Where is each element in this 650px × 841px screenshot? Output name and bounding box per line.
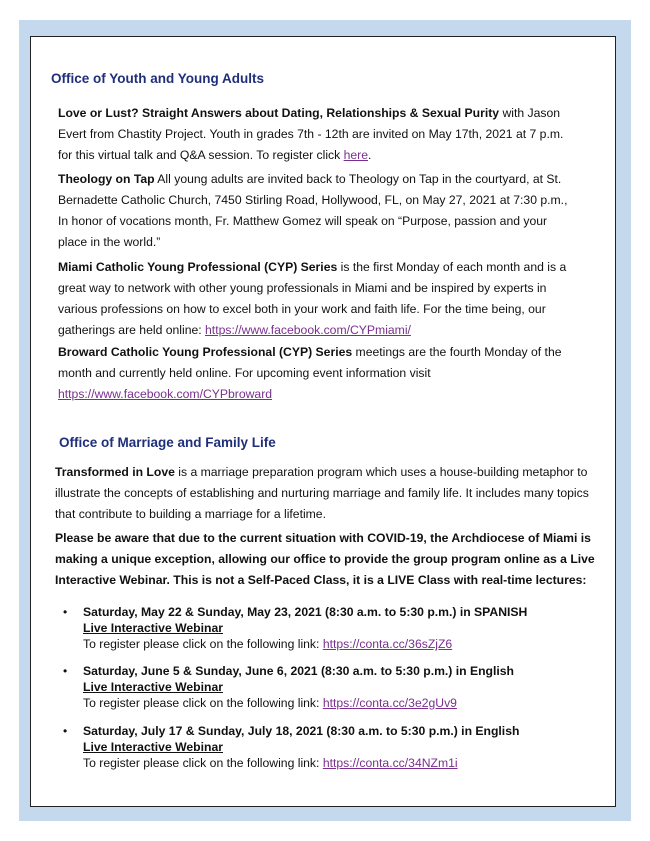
broward-cyp-title: Broward Catholic Young Professional (CYP) Series (58, 345, 353, 359)
theology-on-tap-title: Theology on Tap (58, 172, 155, 186)
session-type: Live Interactive Webinar (83, 740, 223, 754)
chastity-talk-title: Love or Lust? Straight Answers about Dating, Relationships & Sexual Purity (58, 106, 500, 120)
bullet-icon: • (63, 664, 68, 678)
session-date: Saturday, June 5 & Sunday, June 6, 2021 (8:30 a.m. to 5:30 p.m.) in English (83, 664, 514, 678)
session-item-2 (63, 663, 603, 711)
session-2-link[interactable]: https://conta.cc/3e2gUv9 (322, 696, 457, 710)
cyp-broward-link[interactable]: https://www.facebook.com/CYPbroward (58, 387, 273, 401)
session-1-link[interactable]: https://conta.cc/36sZjZ6 (322, 637, 453, 651)
session-type: Live Interactive Webinar (83, 680, 223, 694)
transformed-in-love-paragraph: Transformed in Love is a marriage preparation program which uses a house-building metaphor to illustrate the concepts of establishing and nurturing marriage and family life. It includes many topics that contribute to building a marriage for a lifetime. (55, 465, 589, 521)
session-3-link[interactable]: https://conta.cc/34NZm1i (322, 756, 458, 770)
covid-notice-paragraph: Please be aware that due to the current situation with COVID-19, the Archdiocese of Miami is making a unique exception, allowing our office to provide the group program online as a Live Interactive Webinar. This is not a Self-Paced Class, it is a LIVE Class with real-time lectures: (55, 531, 595, 587)
session-item-1 (63, 604, 603, 652)
cyp-miami-link[interactable]: https://www.facebook.com/CYPmiami/ (205, 323, 411, 337)
transformed-in-love-title: Transformed in Love (55, 465, 175, 479)
session-item-3 (63, 723, 603, 771)
marriage-heading: Office of Marriage and Family Life (59, 435, 276, 450)
youth-heading: Office of Youth and Young Adults (51, 71, 264, 86)
miami-cyp-title: Miami Catholic Young Professional (CYP) Series (58, 260, 338, 274)
session-register: To register please click on the following link: https://conta.cc/34NZm1i (83, 756, 458, 770)
session-date: Saturday, July 17 & Sunday, July 18, 2021 (8:30 a.m. to 5:30 p.m.) in English (83, 724, 520, 738)
session-register: To register please click on the following link: https://conta.cc/36sZjZ6 (83, 637, 453, 651)
session-register: To register please click on the following link: https://conta.cc/3e2gUv9 (83, 696, 457, 710)
register-here-link[interactable]: here (343, 148, 369, 162)
document-page (30, 36, 616, 807)
bullet-icon: • (63, 605, 68, 619)
session-type: Live Interactive Webinar (83, 621, 223, 635)
bullet-icon: • (63, 724, 68, 738)
broward-cyp-paragraph: Broward Catholic Young Professional (CYP) Series meetings are the fourth Monday of the month and currently held online. For upcoming event information visit https://www.facebook.com/CYPbroward (58, 345, 562, 401)
chastity-talk-paragraph: Love or Lust? Straight Answers about Dating, Relationships & Sexual Purity with Jason Evert from Chastity Project. Youth in grades 7th - 12th are invited on May 17th, 2021 at 7 p.m. for this virtual talk and Q&A session. To register click here. (58, 106, 564, 162)
theology-on-tap-paragraph: Theology on Tap All young adults are invited back to Theology on Tap in the courtyard, at St. Bernadette Catholic Church, 7450 Stirling Road, Hollywood, FL, on May 27, 2021 at 7:30 p.m., In honor of vocations month, Fr. Matthew Gomez will speak on “Purpose, passion and your place in the world.” (58, 172, 568, 249)
miami-cyp-paragraph: Miami Catholic Young Professional (CYP) Series is the first Monday of each month and is a great way to network with other young professionals in Miami and be inspired by experts in various professions on how to excel both in your work and faith life. For the time being, our gatherings are held online: https://www.facebook.com/CYPmiami/ (58, 260, 567, 337)
session-date: Saturday, May 22 & Sunday, May 23, 2021 (8:30 a.m. to 5:30 p.m.) in SPANISH (83, 605, 528, 619)
